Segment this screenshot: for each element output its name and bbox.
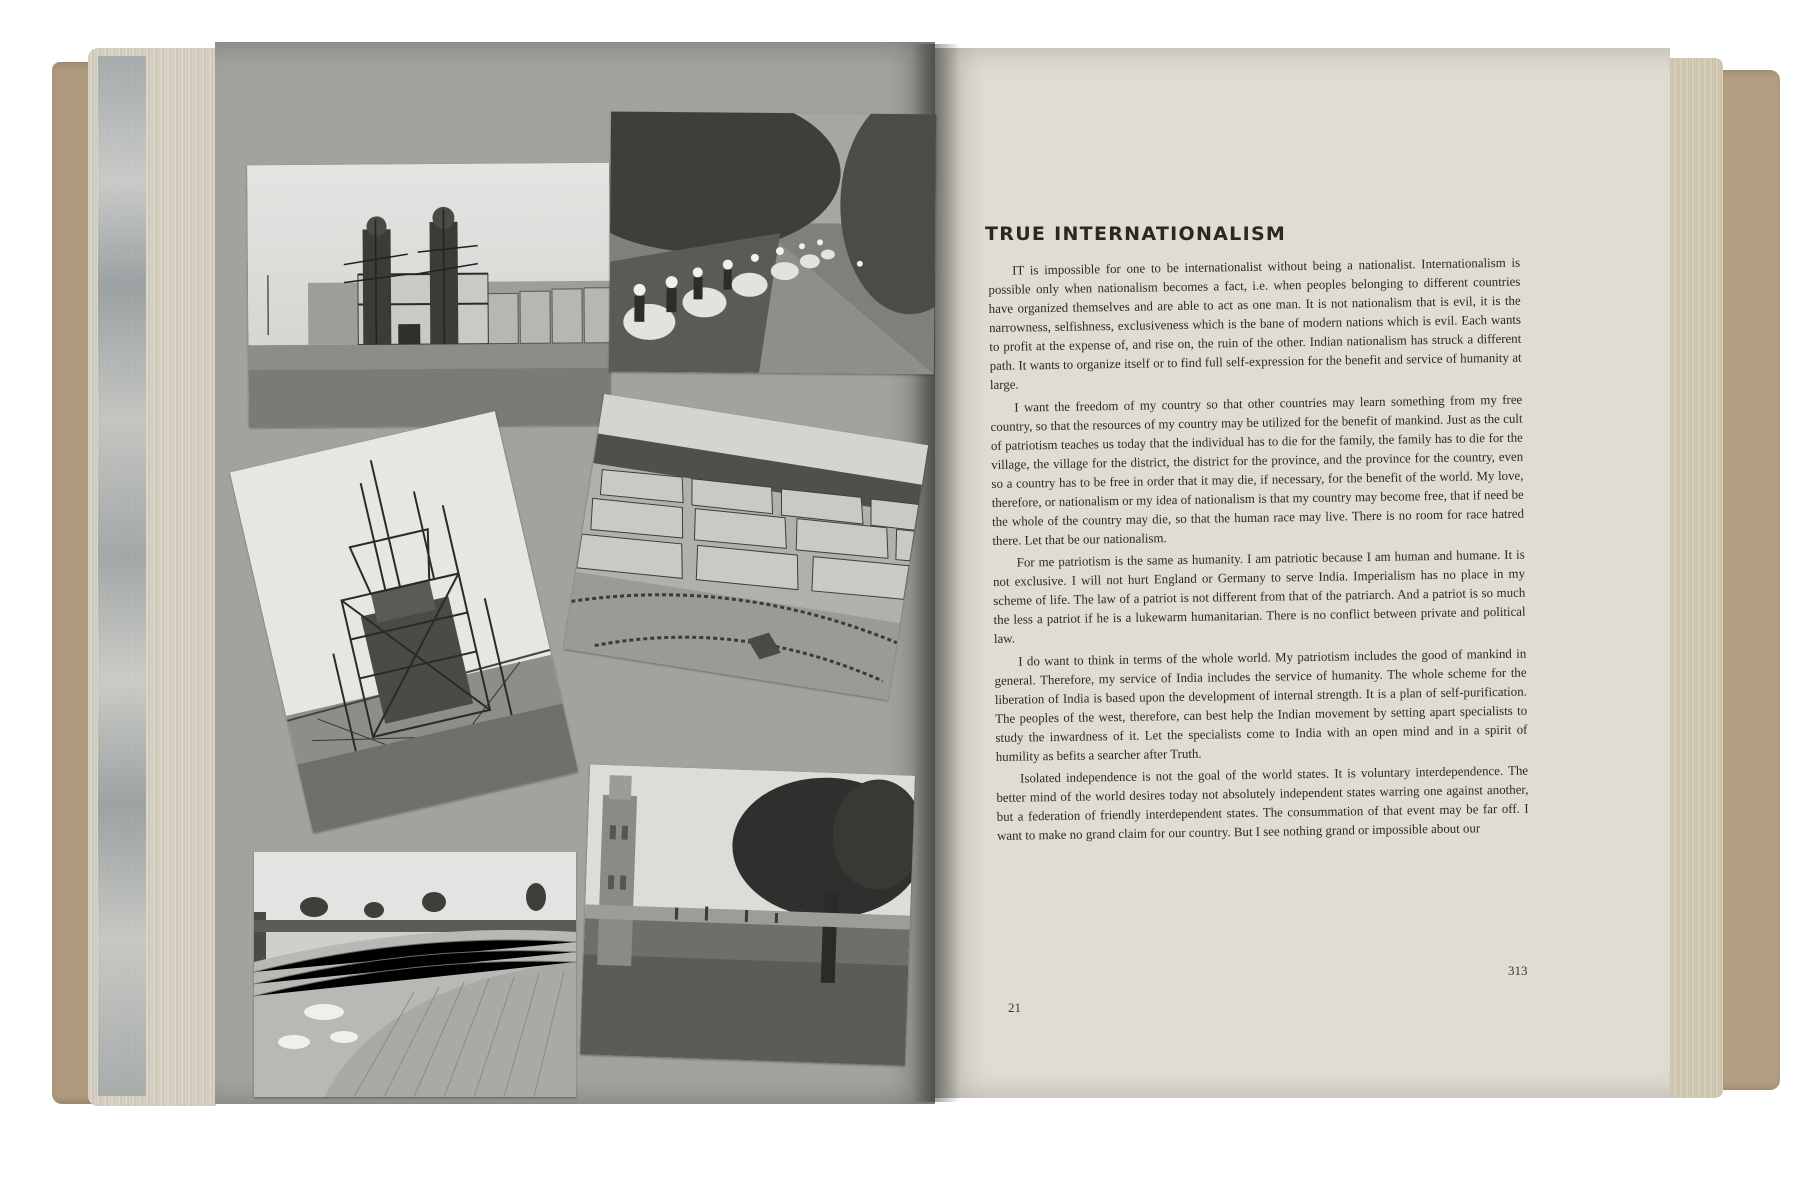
right-page-stack: [1665, 58, 1723, 1098]
page-number-photo: 21: [1008, 1000, 1021, 1015]
photo-tent-camp: [564, 394, 928, 700]
chapter-heading: TRUE INTERNATIONALISM: [985, 223, 1287, 245]
photo-ornamental-gateway: [247, 163, 611, 428]
paragraph: IT is impossible for one to be internationalist without being a nationalist. Internationalism is possible only when nationalism becomes a fact, i.e. when peoples belonging to different countries have organized themselves and are able to act as one man. It is not nationalism that is evil, it is the narrowness, selfishness, exclusiveness which is the bane of modern nations which is evil. Each wants to profit at the expense of, and rise on, the ruin of the other. Indian nationalism has struck a different path. It wants to organize itself or to find full self-expression for the benefit and service of humanity at large.: [988, 255, 1522, 392]
left-marbled-edge: [98, 56, 146, 1096]
page-number-text: 313: [1508, 963, 1528, 978]
paragraph: Isolated independence is not the goal of the world states. It is voluntary interdependence. The better mind of the world desires today not absolutely independent states warring one against another, but a federation of friendly interdependent states. The consummation of that event may be far off. I want to make no grand claim for our country. But I see nothing grand or impossible about our: [996, 763, 1529, 843]
paragraph: I want the freedom of my country so that other countries may learn something from my free country, so that the resources of my country may be utilized for the benefit of mankind. Just as the cult of patriotism teaches us today that the individual has to die for the family, the family has to die for the village, the village for the district, the district for the province, and the province for the country, even so a country has to be free in order that it may die, if necessary, for the benefit of the world. My love, therefore, or nationalism or my idea of nationalism is that my country may become free, that if need be the whole of the country may die, so that the human race may live. There is no room for race hatred there. Let that be our nationalism.: [990, 392, 1525, 548]
photo-tower-and-tree: [580, 764, 915, 1065]
photo-bullock-procession: [609, 112, 936, 375]
photo-stepped-ground: [254, 852, 576, 1097]
chapter-body: [988, 254, 1529, 850]
paragraph: For me patriotism is the same as humanity. I am patriotic because I am human and humane. It is not exclusive. I will not hurt England or Germany to serve India. Imperialism has no place in my scheme of life. The law of a patriot is not different from that of the patriarch. And a patriot is so much the less a patriot if he is a lukewarm humanitarian. There is no conflict between private and political law.: [992, 547, 1526, 646]
paragraph: I do want to think in terms of the whole world. My patriotism includes the good of mankind in general. Therefore, my service of India includes the service of humanity. The whole scheme for the liberation of India is based upon the development of internal strength. It is a plan of self-purification. The peoples of the west, therefore, can best help the Indian movement by setting apart specialists to study the inwardness of it. Let the specialists come to India with an open mind and in a spirit of humility as befits a searcher after Truth.: [994, 646, 1528, 764]
